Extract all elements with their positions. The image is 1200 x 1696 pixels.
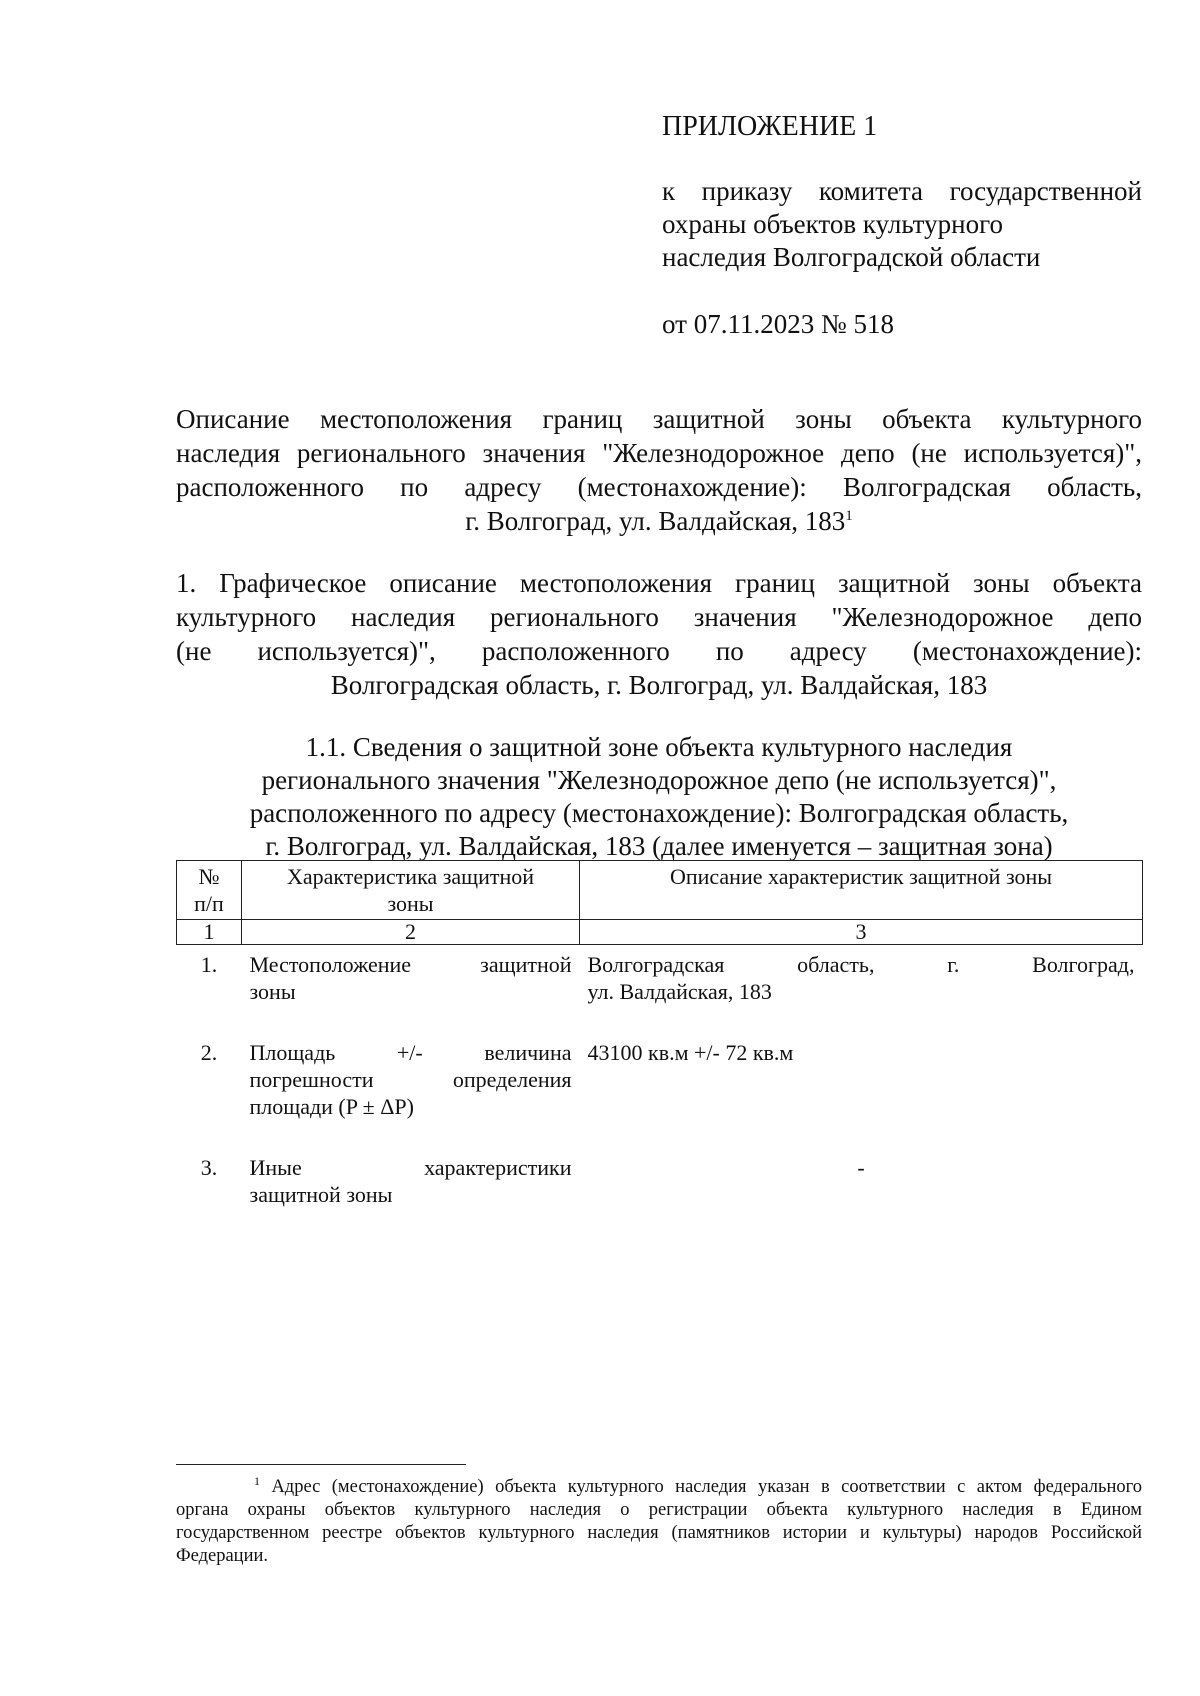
row-number: 3. (200, 1155, 218, 1180)
table-row (177, 1033, 1143, 1148)
appendix-title: ПРИЛОЖЕНИЕ 1 (662, 111, 878, 142)
title-line: расположенного по адресу (местонахождение): Волгоградская область, (176, 472, 1142, 502)
footnote (176, 1473, 1142, 1568)
section-1-line: 1. Графическое описание местоположения границ защитной зоны объекта (176, 568, 1142, 598)
column-number: 3 (580, 920, 1143, 945)
header-characteristic: Характеристика защитной зоны (242, 861, 580, 920)
footnote-divider (176, 1464, 466, 1465)
appendix-line: к приказу комитета государственной (662, 176, 1142, 206)
section-1-line: Волгоградская область, г. Волгоград, ул. Валдайская, 183 (330, 670, 988, 700)
section-1-1-heading (176, 731, 1142, 863)
row-description: Волгоградская область, г. Волгоград, ул. Валдайская, 183 (587, 952, 1135, 1004)
section-1-1-line: расположенного по адресу (местонахождение): Волгоградская область, (249, 798, 1069, 828)
row-description: 43100 кв.м +/- 72 кв.м (587, 1040, 794, 1065)
row-characteristic: Площадь +/- величина погрешности определения площади (P ± ΔP) (249, 1040, 572, 1119)
footnote-line: органа охраны объектов культурного наследия о регистрации объекта культурного наследия в Едином (176, 1500, 1142, 1520)
column-number: 2 (242, 920, 580, 945)
footnote-mark: 1 (254, 1473, 260, 1488)
row-description: - (857, 1155, 865, 1180)
footnote-line: $^1$ Адрес (местонахождение) объекта культурного наследия указан в соответствии с актом федерального (254, 1473, 1142, 1497)
row-number: 2. (200, 1040, 218, 1065)
header-number: № п/п (177, 861, 242, 920)
section-1-line: культурного наследия регионального значения "Железнодорожное депо (176, 602, 1142, 632)
section-1-line: (не используется)", расположенного по адресу (местонахождение): (176, 636, 1142, 666)
section-1-1-line: 1.1. Сведения о защитной зоне объекта культурного наследия (305, 732, 1013, 762)
header-description: Описание характеристик защитной зоны (580, 861, 1143, 920)
footnote-line: государственном реестре объектов культурного наследия (памятников истории и культуры) народов Российской (176, 1523, 1142, 1543)
section-1-1-line: г. Волгоград, ул. Валдайская, 183 (далее именуется – защитная зона) (265, 831, 1053, 861)
row-characteristic: Местоположение защитной зоны (249, 952, 572, 1004)
appendix-line: охраны объектов культурного (662, 209, 1003, 239)
appendix-date: от 07.11.2023 № 518 (662, 309, 894, 339)
document-title (176, 402, 1142, 538)
column-number: 1 (177, 920, 242, 945)
title-line: наследия регионального значения "Железнодорожное депо (не используется)", (176, 438, 1142, 468)
section-1-1-line: регионального значения "Железнодорожное депо (не используется)", (261, 765, 1057, 795)
title-last-line (176, 504, 1142, 538)
appendix-line: наследия Волгоградской области (662, 242, 1041, 272)
footnote-reference[interactable]: 1 (845, 508, 853, 524)
footnote-line: Федерации. (176, 1546, 268, 1566)
title-line: Описание местоположения границ защитной зоны объекта культурного (176, 404, 1142, 434)
section-1-heading (176, 566, 1142, 702)
table-row (177, 1148, 1143, 1236)
appendix-block (662, 110, 1142, 341)
row-number: 1. (200, 952, 218, 977)
table-header-row (177, 861, 1143, 920)
protective-zone-table (176, 860, 1143, 1236)
title-address: г. Волгоград, ул. Валдайская, 183 (465, 506, 846, 536)
column-number-row (177, 920, 1143, 945)
row-characteristic: Иные характеристики защитной зоны (249, 1155, 572, 1207)
table-row (177, 945, 1143, 1034)
